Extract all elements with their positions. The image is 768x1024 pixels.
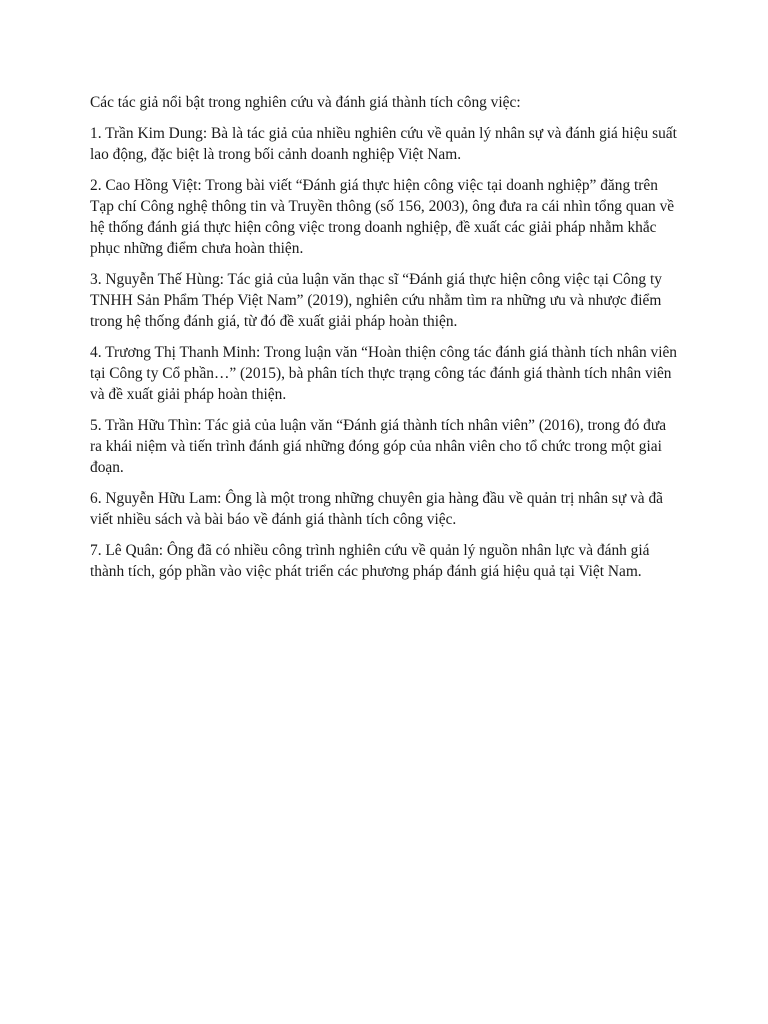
author-paragraph-7: 7. Lê Quân: Ông đã có nhiều công trình nghiên cứu về quản lý nguồn nhân lực và đánh giá thành tích, góp phần vào việc phát triển các phương pháp đánh giá hiệu quả tại Việt Nam. (90, 542, 650, 580)
author-paragraph-5: 5. Trần Hữu Thìn: Tác giả của luận văn “Đánh giá thành tích nhân viên” (2016), trong đó đưa ra khái niệm và tiến trình đánh giá những đóng góp của nhân viên cho tổ chức trong một giai đoạn. (90, 417, 667, 476)
author-paragraph-1: 1. Trần Kim Dung: Bà là tác giả của nhiều nghiên cứu về quản lý nhân sự và đánh giá hiệu suất lao động, đặc biệt là trong bối cảnh doanh nghiệp Việt Nam. (90, 125, 677, 163)
intro-paragraph: Các tác giả nổi bật trong nghiên cứu và đánh giá thành tích công việc: (90, 94, 521, 111)
author-paragraph-6: 6. Nguyễn Hữu Lam: Ông là một trong những chuyên gia hàng đầu về quản trị nhân sự và đã viết nhiều sách và bài báo về đánh giá thành tích công việc. (90, 490, 663, 528)
author-paragraph-2: 2. Cao Hồng Việt: Trong bài viết “Đánh giá thực hiện công việc tại doanh nghiệp” đăng trên Tạp chí Công nghệ thông tin và Truyền thông (số 156, 2003), ông đưa ra cái nhìn tổng quan về hệ thống đánh giá thực hiện công việc trong doanh nghiệp, đề xuất các giải pháp nhằm khắc phục những điểm chưa hoàn thiện. (90, 177, 675, 257)
author-paragraph-4: 4. Trương Thị Thanh Minh: Trong luận văn “Hoàn thiện công tác đánh giá thành tích nhân viên tại Công ty Cổ phần…” (2015), bà phân tích thực trạng công tác đánh giá thành tích nhân viên và đề xuất giải pháp hoàn thiện. (90, 344, 678, 403)
author-paragraph-3: 3. Nguyễn Thế Hùng: Tác giả của luận văn thạc sĩ “Đánh giá thực hiện công việc tại Công ty TNHH Sản Phẩm Thép Việt Nam” (2019), nghiên cứu nhằm tìm ra những ưu và nhược điểm trong hệ thống đánh giá, từ đó đề xuất giải pháp hoàn thiện. (90, 271, 662, 330)
document-page (90, 92, 680, 592)
